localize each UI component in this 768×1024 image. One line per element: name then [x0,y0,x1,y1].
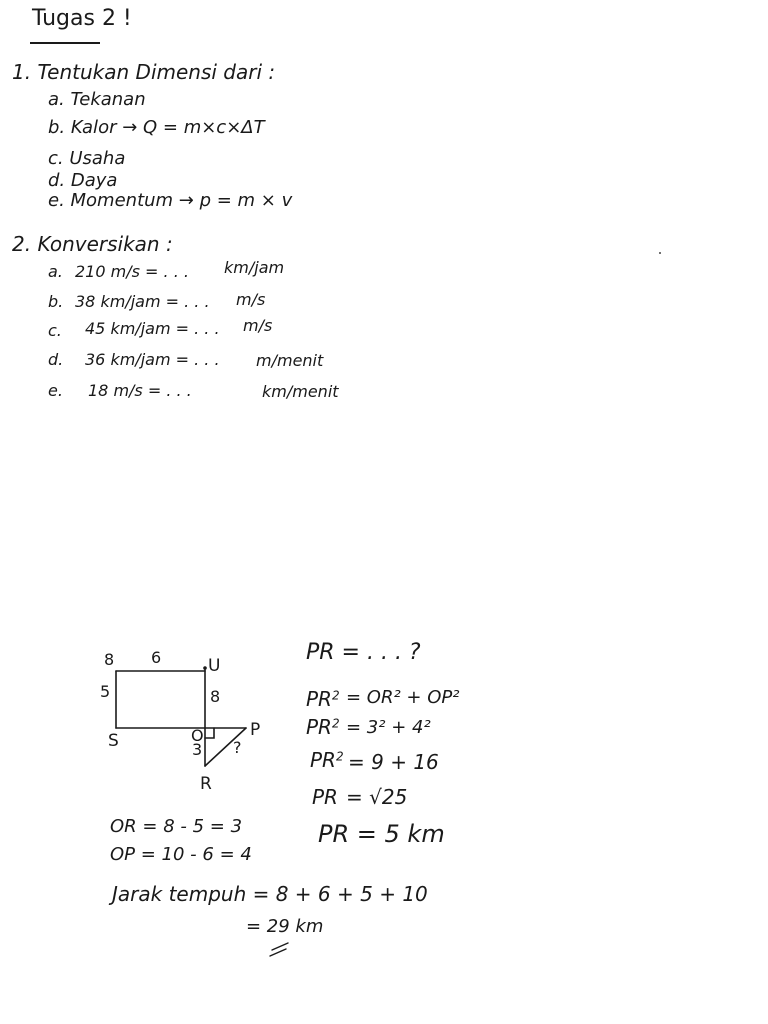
page-title: Tugas 2 ! [32,6,132,31]
calc-pythag-formula: = OR² + OP² [346,687,460,708]
label-left-num: 5 [100,682,111,701]
label-point-r: R [200,774,212,794]
q2-item-d-label: d. [48,350,64,369]
q2-item-b-expr: 38 km/jam = . . . [75,292,210,311]
q2-item-b-unit: m/s [236,290,266,309]
q1-item-b: b. Kalor → Q = m×c×ΔT [48,117,265,138]
q2-item-a-label: a. [48,262,63,281]
q1-item-c: c. Usaha [48,148,126,169]
q2-item-c-label: c. [48,321,62,340]
label-point-o: O [191,726,204,745]
q2-item-c-expr: 45 km/jam = . . . [85,319,220,338]
q1-item-e: e. Momentum → p = m × v [48,190,293,211]
q2-item-a-unit: km/jam [224,258,285,277]
calc-pr-question: PR = . . . ? [306,640,421,665]
q2-item-c-unit: m/s [243,316,273,335]
q1-item-a: a. Tekanan [48,89,146,110]
label-top-num: 6 [151,648,162,667]
label-point-u: U [208,656,221,676]
q2-heading: 2. Konversikan : [12,232,173,256]
q2-item-d-expr: 36 km/jam = . . . [85,350,220,369]
q2-item-e-unit: km/menit [262,382,339,401]
pythag-line2-lhs: $PR^2$ [306,715,340,739]
label-top-left-num: 8 [104,650,115,669]
q2-item-b-label: b. [48,292,64,311]
pythag-line1-lhs: $PR^2$ [306,687,340,711]
q2-item-e-expr: 18 m/s = . . . [88,381,192,400]
calc-op: OP = 10 - 6 = 4 [110,844,252,865]
label-right-num: 8 [210,687,221,706]
calc-pr-result: PR = 5 km [318,820,445,848]
calc-pythag-values: = 3² + 4² [346,717,431,738]
calc-pr-sqrt: = √25 [346,785,408,809]
q2-item-a-expr: 210 m/s = . . . [75,262,189,281]
label-below-o-num: 3 [192,740,203,759]
calc-pr-sum: = 9 + 16 [348,750,439,774]
label-hyp-mark: ? [233,738,242,757]
calc-jarak-line2: = 29 km [246,916,324,937]
calc-jarak-line1: Jarak tempuh = 8 + 6 + 5 + 10 [112,882,428,906]
label-point-s: S [108,731,119,751]
q1-heading: 1. Tentukan Dimensi dari : [12,60,276,84]
q1-item-d: d. Daya [48,170,118,191]
q2-item-e-label: e. [48,381,63,400]
label-point-p: P [250,720,261,740]
pythag-line4-lhs: PR [312,785,338,809]
pythag-line3-lhs: $PR^2$ [310,748,344,772]
calc-or: OR = 8 - 5 = 3 [110,816,243,837]
q2-item-d-unit: m/menit [256,351,324,370]
